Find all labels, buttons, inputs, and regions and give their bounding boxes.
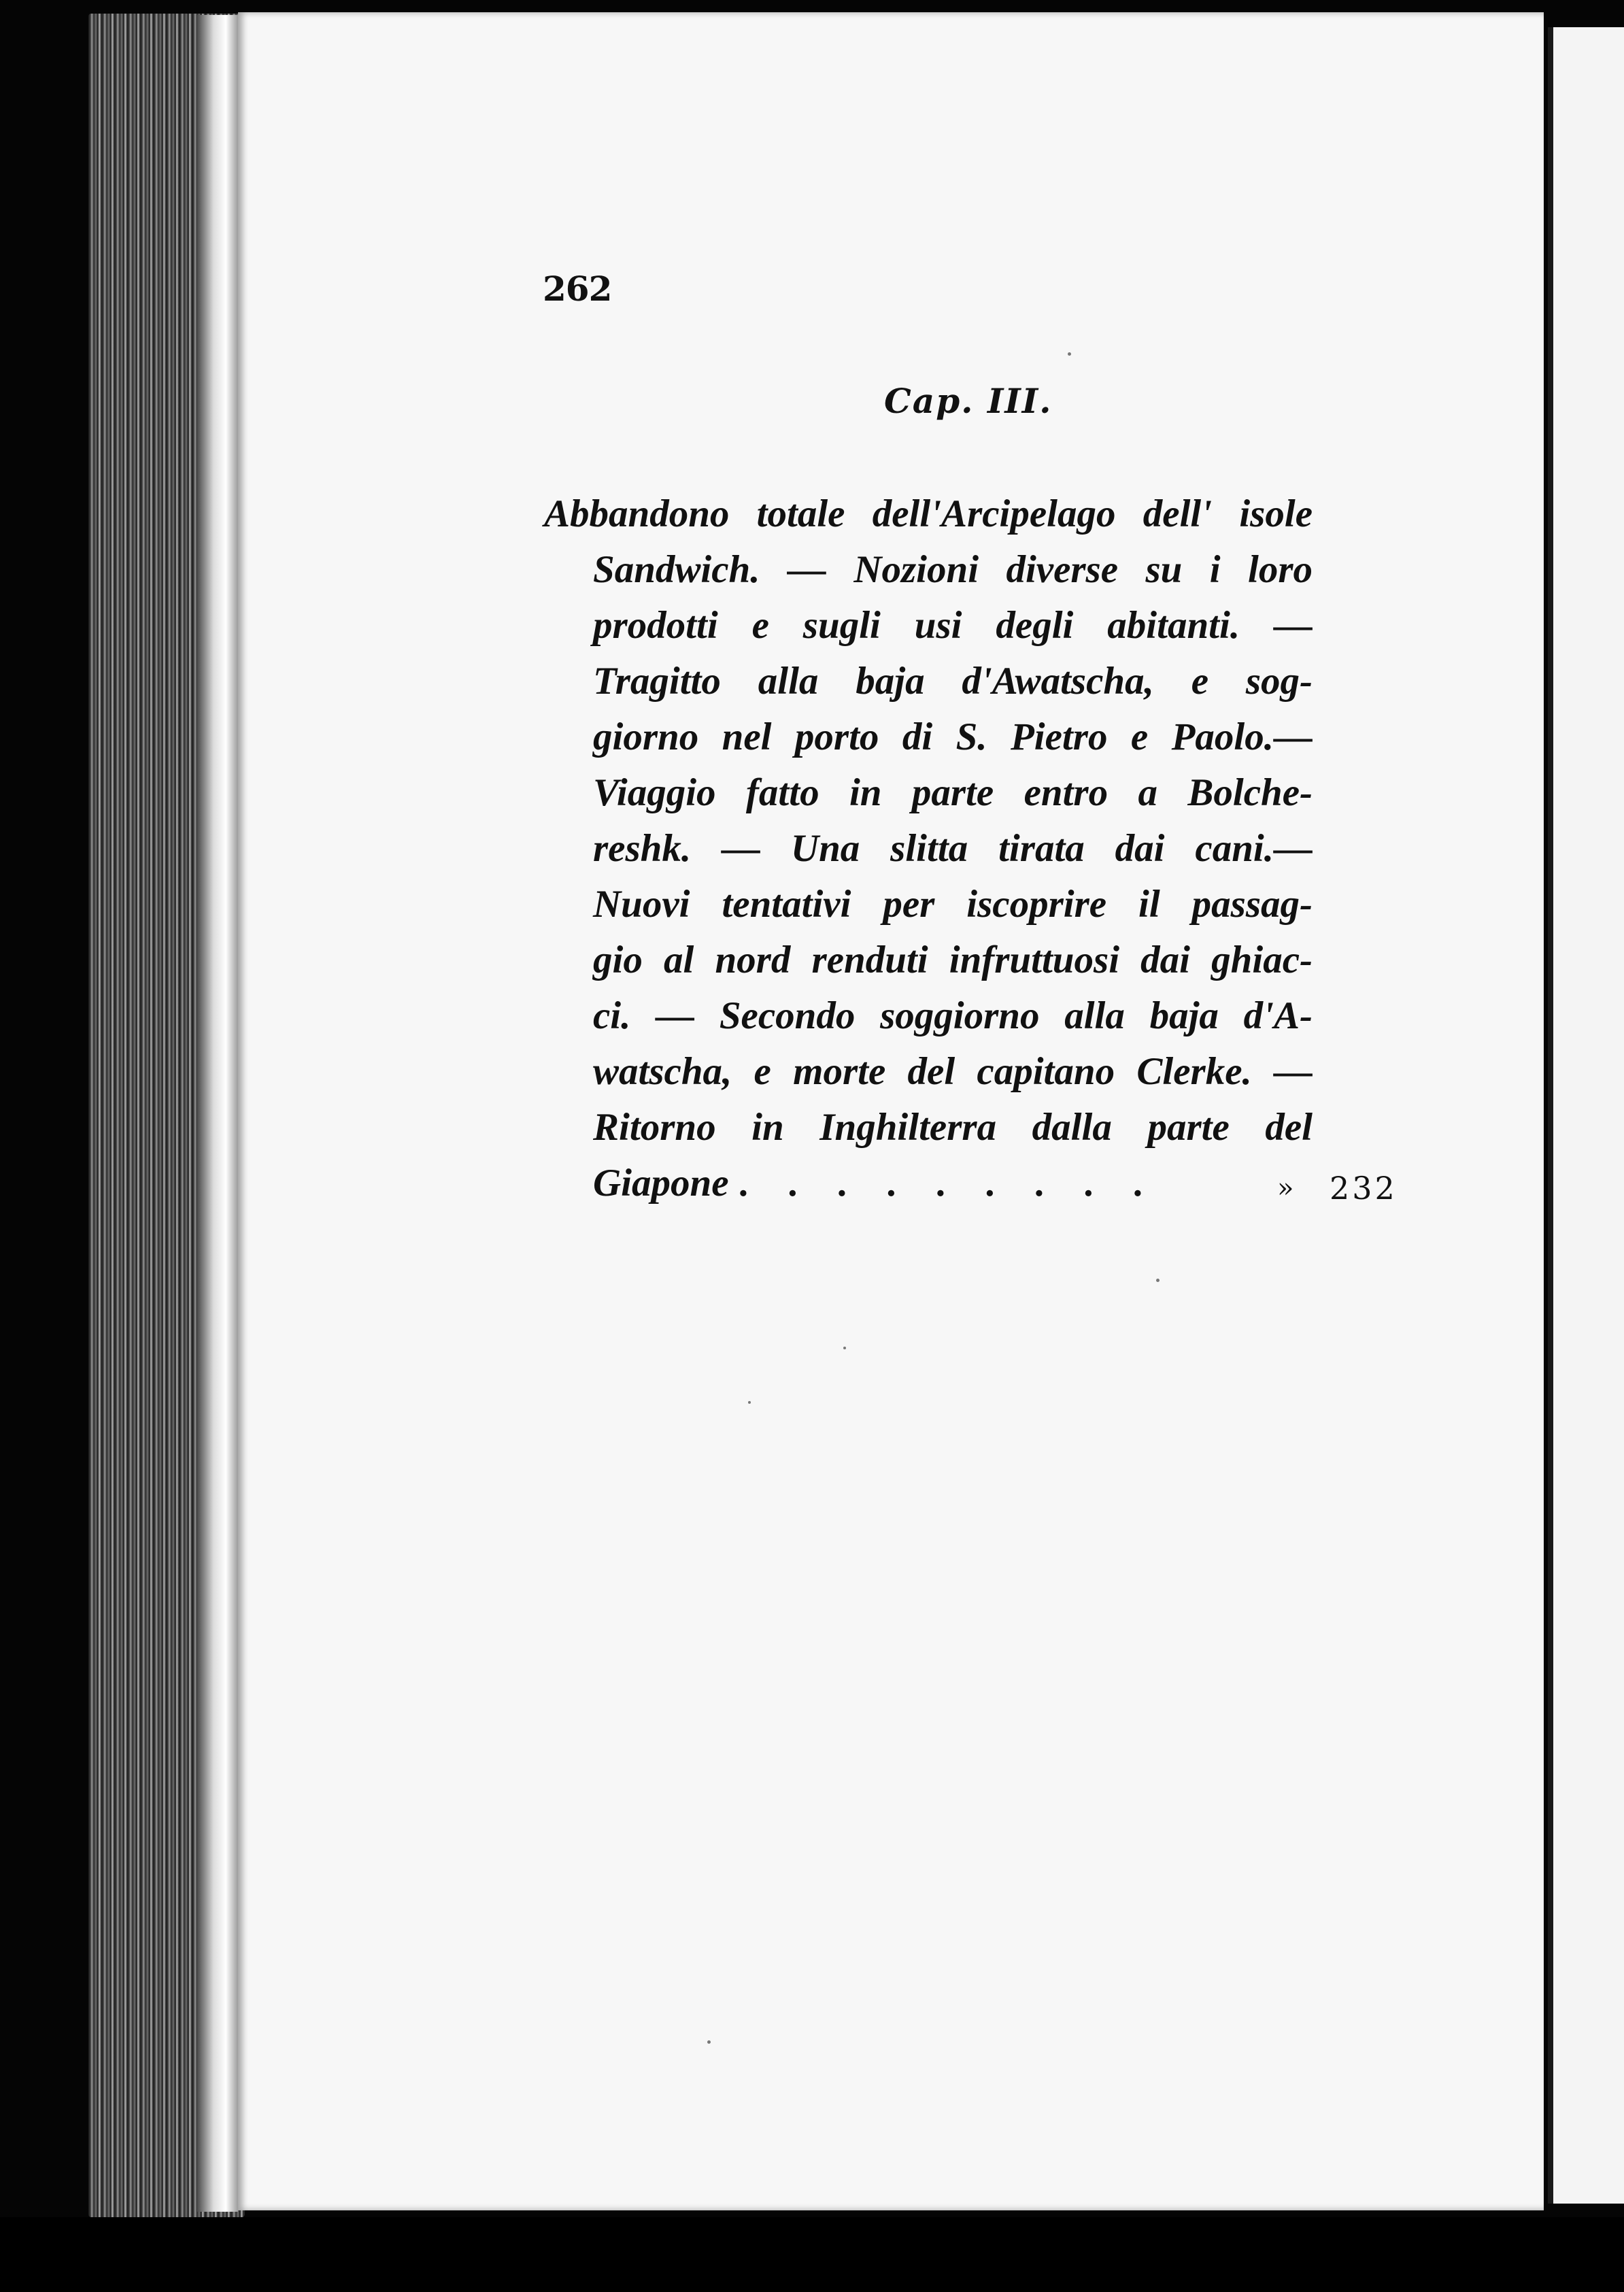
- summary-line: Ritorno in Inghilterra dalla parte del: [593, 1106, 1313, 1149]
- book-page-edge-highlight: [197, 15, 238, 2212]
- summary-line: Nuovi tentativi per iscoprire il passag-: [593, 883, 1313, 926]
- scan-speck: [707, 2040, 711, 2044]
- scan-speck: [1156, 1279, 1160, 1282]
- chapter-summary: [544, 486, 1313, 1211]
- summary-line: giorno nel porto di S. Pietro e Paolo.—: [593, 715, 1313, 758]
- summary-line: gio al nord renduti infruttuosi dai ghiac-: [593, 939, 1313, 981]
- chapter-heading: Cap. III.: [884, 381, 1053, 421]
- scan-speck: [748, 1401, 751, 1404]
- summary-line: reshk. — Una slitta tirata dai cani.—: [593, 827, 1313, 870]
- summary-line: ci. — Secondo soggiorno alla baja d'A-: [593, 994, 1313, 1037]
- summary-line: prodotti e sugli usi degli abitanti. —: [593, 604, 1313, 647]
- reference-page-number: 232: [1330, 1170, 1398, 1207]
- leader-dots: . . . . . . . . .: [738, 1162, 1157, 1204]
- page-number: 262: [543, 269, 612, 309]
- summary-last-word: Giapone: [593, 1162, 729, 1204]
- summary-line: Sandwich. — Nozioni diverse su i loro: [593, 548, 1313, 591]
- ditto-mark: »: [1277, 1173, 1294, 1204]
- facing-page-edge: [1548, 27, 1624, 2204]
- summary-line: Tragitto alla baja d'Awatscha, e sog-: [593, 660, 1313, 703]
- scan-speck: [843, 1347, 846, 1349]
- summary-line: Viaggio fatto in parte entro a Bolche-: [593, 771, 1313, 814]
- summary-line: watscha, e morte del capitano Clerke. —: [593, 1050, 1313, 1093]
- summary-line: Abbandono totale dell'Arcipelago dell' isole: [544, 492, 1313, 535]
- scan-speck: [1068, 352, 1071, 356]
- summary-last-line: [544, 1156, 1313, 1211]
- scan-bottom-shadow: [0, 2217, 1624, 2292]
